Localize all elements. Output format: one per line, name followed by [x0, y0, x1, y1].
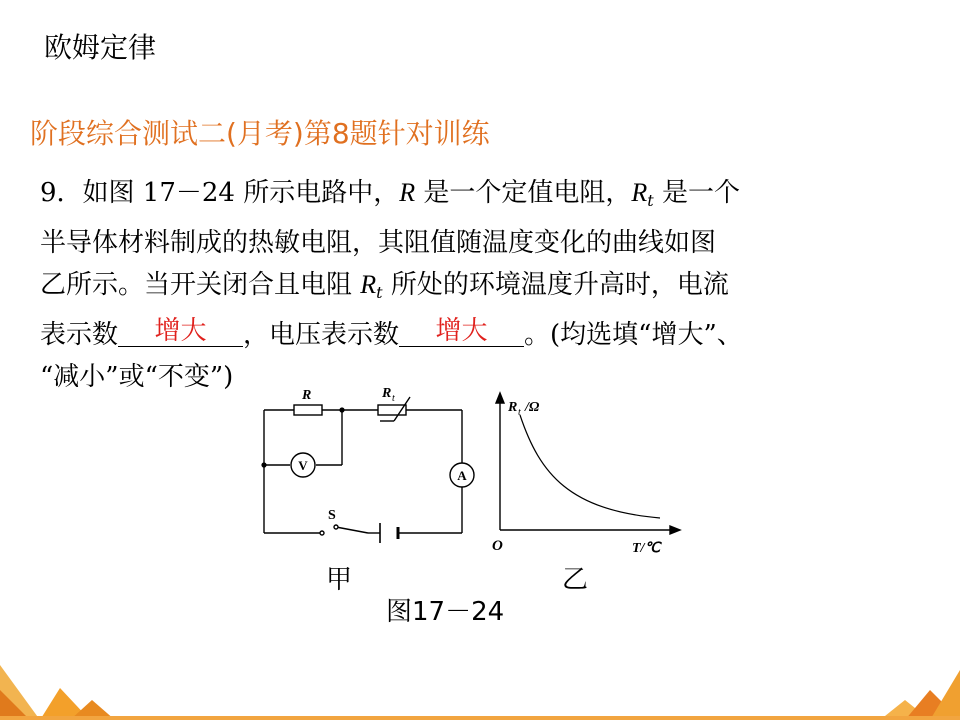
figure-caption: 图17－24	[386, 597, 505, 627]
q-text: 所处的环境温度升高时，电流	[382, 270, 729, 300]
q-text: 9．如图 17－24 所示电路中，	[40, 178, 400, 208]
q-text: 是一个定值电阻，	[415, 178, 632, 208]
thermistor-label: R	[382, 386, 392, 401]
graph-x-label: T/℃	[632, 541, 661, 556]
graph-y-label-unit: /Ω	[525, 400, 540, 415]
graph-y-label: R	[508, 400, 518, 415]
var-rt: R	[360, 270, 377, 299]
var-r: R	[399, 178, 416, 207]
answer-current: 增大	[154, 316, 207, 346]
graph-y-label-sub: t	[518, 407, 521, 418]
figure-label-yi: 乙	[562, 565, 589, 595]
section-subtitle: 阶段综合测试二(月考)第8题针对训练	[30, 117, 490, 150]
voltmeter-label: V	[298, 458, 308, 473]
q-text: 。(均选填“增大”、	[524, 320, 743, 350]
q-text: 表示数	[40, 320, 119, 350]
question-line-2: 半导体材料制成的热敏电阻，其阻值随温度变化的曲线如图	[40, 228, 717, 258]
q-text: 乙所示。当开关闭合且电阻	[40, 270, 361, 300]
var-rt: R	[631, 178, 648, 207]
graph-origin: O	[492, 538, 503, 554]
resistor-r-label: R	[302, 388, 312, 403]
var-rt-sub: t	[376, 283, 383, 302]
var-rt-sub: t	[647, 191, 654, 210]
slide-title: 欧姆定律	[44, 31, 157, 64]
q-text: ，电压表示数	[243, 320, 400, 350]
q-text: 是一个	[653, 178, 740, 208]
question-line-5: “减小”或“不变”)	[40, 362, 234, 392]
ammeter-label: A	[457, 468, 467, 483]
thermistor-label-sub: t	[392, 393, 395, 404]
figure-label-jia: 甲	[326, 565, 353, 595]
answer-voltage: 增大	[435, 316, 488, 346]
switch-label: S	[328, 508, 336, 523]
